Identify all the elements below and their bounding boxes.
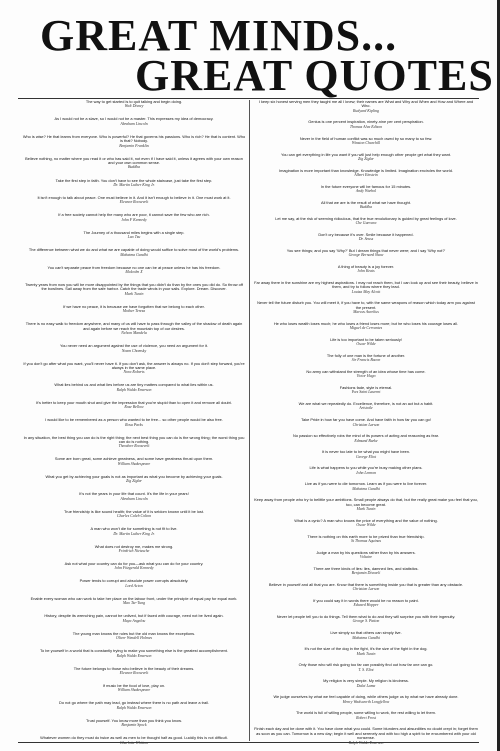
quote-author: Mahatma Gandhi	[120, 252, 148, 257]
quote-text: Don't cry because it's over. Smile because it happened.	[318, 231, 414, 237]
quote-item	[22, 562, 246, 571]
quote-author: Ralph Waldo Emerson	[116, 653, 152, 658]
quote-item	[254, 120, 478, 129]
quote-item	[254, 679, 478, 688]
quote-item	[22, 510, 246, 519]
quote-author: Abraham Lincoln	[120, 496, 148, 501]
quote-text: It's not the years in your life that count. It's the life in your years!	[79, 491, 189, 497]
quote-text: Far away there in the sunshine are my highest aspirations. I may not reach them, but I can look up and see their beauty, believe in them, and try to follow where they lead.	[254, 279, 478, 290]
quote-item	[22, 401, 246, 410]
quote-item	[254, 201, 478, 210]
quote-text: A man who won't die for something is not fit to live.	[90, 526, 178, 532]
quote-item	[254, 386, 478, 395]
quote-author: Christian Larson	[352, 587, 380, 592]
column-divider	[249, 100, 250, 741]
quote-author: Eleanor Roosevelt	[119, 200, 149, 205]
quote-item	[254, 233, 478, 242]
quote-author: Mother Teresa	[122, 309, 146, 314]
quote-item	[22, 649, 246, 658]
quote-text: In any situation, the best thing you can do is the right thing; the next best thing you can do is the wrong thing; the worst thing you can do is nothing.	[23, 434, 245, 445]
quote-item	[254, 418, 478, 427]
quote-text: There is nothing on this earth more to be prized than true friendship.	[307, 533, 425, 539]
quote-author: Charles Caleb Colton	[116, 514, 152, 519]
quote-item	[22, 266, 246, 275]
quote-author: Oscar Wilde	[356, 342, 376, 347]
quote-author: T. S. Eliot	[358, 667, 374, 672]
quote-text: The world is full of willing people, some willing to work, the rest willing to let them.	[296, 710, 436, 716]
quote-text: Judge a man by his questions rather than by his answers.	[316, 549, 416, 555]
quote-author: St Thomas Aquinas	[351, 539, 381, 544]
quote-text: You see things; and you say 'Why?' But I dream things that never were; and I say 'Why not?'	[286, 247, 446, 253]
quote-author: Nelson Mandela	[121, 331, 147, 336]
quote-item	[254, 100, 478, 113]
quote-item	[254, 450, 478, 459]
quote-item	[254, 498, 478, 511]
quote-text: A thing of beauty is a joy forever.	[337, 263, 395, 269]
quote-item	[22, 305, 246, 314]
quote-author: Friedrich Nietzsche	[118, 548, 150, 553]
quote-text: Only those who will risk going too far can possibly find out how far one can go.	[298, 662, 434, 668]
quote-text: Take Pride in how far you have come. And have faith in how far you can go!	[301, 417, 431, 423]
quote-author: Winston Churchill	[351, 140, 381, 145]
quote-author: Ralph Waldo Emerson	[348, 740, 384, 745]
quote-author: Rosa Parks	[125, 422, 143, 427]
quote-author: Eleanor Roosevelt	[119, 670, 149, 675]
top-divider	[18, 98, 479, 99]
quote-author: Mark Twain	[124, 291, 144, 296]
quote-text: You can get everything in life you want if you will just help enough other people get what they want.	[280, 151, 452, 157]
quote-text: The future belongs to those who believe in the beauty of their dreams.	[73, 665, 195, 671]
quote-text: Some are born great, some achieve greatness, and some have greatness thrust upon them.	[54, 456, 214, 462]
quote-author: Oscar Wilde	[356, 523, 376, 528]
quote-author: Ralph Waldo Emerson	[116, 387, 152, 392]
quote-item	[22, 736, 246, 745]
quote-text: As I would not be a slave, so I would not be a master. This expresses my idea of democracy.	[54, 116, 214, 122]
quote-item	[254, 301, 478, 314]
quote-item	[22, 436, 246, 449]
quote-text: The young man knows the rules but the old man knows the exceptions.	[72, 630, 196, 636]
quote-author: John F Kennedy	[121, 217, 147, 222]
right-quote-column	[254, 100, 478, 745]
quote-text: Never let people tell you to do things. Tell them what to do and they will surprise you with their ingenuity.	[276, 614, 456, 620]
quote-author: Mahatma Gandhi	[352, 635, 380, 640]
quote-author: Louisa May Alcott	[351, 289, 381, 294]
quote-text: I keep six honest serving men they taught me all I knew; their names are What and Why and When and How and Where and Who.	[258, 100, 474, 109]
quote-author: Mao Tse-Tung	[122, 601, 146, 606]
quote-author: Edward Hopper	[353, 603, 379, 608]
quote-item	[22, 527, 246, 536]
quote-text: History, despite its wrenching pain, cannot be unlived, but if faced with courage, need not be lived again.	[44, 613, 224, 619]
quote-text: It's better to keep your mouth shut and give the impression that you're stupid than to open it and remove all doubt.	[36, 399, 232, 405]
left-quote-column	[22, 100, 246, 745]
quote-text: What lies behind us and what lies before us are tiny matters compared to what lies within us.	[54, 382, 214, 388]
quote-item	[22, 667, 246, 676]
quote-item	[22, 248, 246, 257]
quote-author: Dr. Martin Luther King Jr.	[113, 531, 155, 536]
quote-author: William Shakespeare	[117, 688, 151, 693]
quote-author: Christian Larson	[352, 422, 380, 427]
quote-text: Never tell the future disturb you. You will meet it, if you have to, with the same weapons of reason which today arm you against the present.	[257, 300, 475, 310]
quote-author: Andy Warhol	[355, 189, 377, 194]
quote-text: Believe nothing, no matter where you read it or who has said it, not even if I have said it, unless it agrees with your own reason and your own common sense.	[25, 155, 243, 166]
quote-item	[22, 719, 246, 728]
quote-item	[22, 362, 246, 375]
quote-text: If music be the food of love, play on.	[102, 682, 166, 688]
poster-title-line2: GREAT QUOTES	[135, 51, 494, 100]
quote-author: Edmund Burke	[354, 438, 378, 443]
quote-item	[22, 492, 246, 501]
quote-item	[22, 579, 246, 588]
quote-text: Take the first step in faith. You don't have to see the whole staircase, just take the first step.	[55, 177, 213, 183]
quote-item	[22, 475, 246, 484]
quote-item	[254, 249, 478, 258]
quote-author: Miguel de Cervantes	[349, 326, 383, 331]
quote-item	[254, 583, 478, 592]
quote-author: Thomas Alva Edison	[349, 124, 383, 129]
quote-text: Ask not what your country can do for you—ask what you can do for your country.	[64, 560, 204, 566]
quote-author: Ralph Waldo Emerson	[116, 705, 152, 710]
quote-text: It's not the size of the dog in the fight, it's the size of the fight in the dog.	[304, 646, 428, 652]
quote-text: The Journey of a thousand miles begins with a single step.	[83, 229, 185, 235]
quote-item	[254, 265, 478, 274]
quote-text: Trust yourself. You know more than you think you know.	[86, 717, 182, 723]
quote-author: Aristotle	[359, 406, 373, 411]
quote-item	[22, 179, 246, 188]
quote-item	[22, 597, 246, 606]
quote-item	[22, 135, 246, 148]
quote-author: Robert Frost	[356, 715, 376, 720]
quote-author: John Lennon	[355, 470, 377, 475]
quote-item	[254, 217, 478, 226]
quote-author: Oliver Wendell Holmes	[115, 636, 153, 641]
quote-author: Buddha	[127, 165, 141, 170]
quote-item	[22, 231, 246, 240]
quote-author: Albert Einstein	[354, 173, 378, 177]
quote-item	[254, 535, 478, 544]
quote-author: John Keats	[357, 269, 375, 274]
quote-item	[254, 370, 478, 379]
quote-text: Who is wise? He that learns from everyone. Who is powerful? He that governs his passions. Who is rich? He that is content. Who is that? Nobody.	[22, 133, 246, 144]
quote-text: You can't separate peace from freedom because no one can be at peace unless he has his freedom.	[47, 264, 221, 270]
quote-author: Henry Wadsworth Longfellow	[342, 699, 390, 704]
quote-item	[254, 663, 478, 672]
quote-item	[254, 647, 478, 656]
quote-author: Rose Bellow	[124, 405, 144, 410]
quote-author: Abraham Lincoln	[120, 121, 148, 126]
quote-item	[22, 457, 246, 466]
quote-author: Mahatma Gandhi	[352, 486, 380, 491]
quote-text: Life is too important to be taken seriously!	[330, 336, 402, 342]
quote-item	[254, 711, 478, 720]
quote-author: Mark Twain	[356, 651, 376, 656]
quote-author: George Eliot	[355, 454, 377, 459]
quote-author: Lao Tzu	[127, 235, 141, 240]
quote-author: Maya Angelou	[122, 618, 146, 623]
quote-text: Imagination is more important than knowledge. Knowledge is limited. Imagination encircles the world.	[279, 167, 453, 173]
quote-author: Malcolm X	[125, 270, 143, 275]
quote-author: Che Guevara	[355, 221, 377, 226]
quote-text: True friendship is like sound health; the value of it is seldom known until it be lost.	[64, 508, 204, 514]
quote-item	[22, 418, 246, 427]
poster-title-line1: GREAT MINDS...	[40, 11, 398, 60]
quote-item	[22, 545, 246, 554]
quote-text: We judge ourselves by what we feel capable of doing, while others judge us by what we have already done.	[273, 694, 459, 700]
quote-item	[254, 185, 478, 194]
quote-item	[254, 567, 478, 576]
quote-text: Fashions fade, style is eternal.	[339, 385, 393, 391]
quote-text: If you don't go after what you want, you'll never have it. If you don't ask, the answer is always no. If you don't step forward, you're always in the same place.	[23, 360, 245, 370]
quote-item	[22, 157, 246, 170]
quote-item	[254, 599, 478, 608]
quote-author: William Shakespeare	[117, 461, 151, 466]
quote-item	[22, 344, 246, 353]
quote-author: Charlotte Whitton	[119, 740, 149, 745]
quote-text: Never in the field of human conflict was so much owed by so many to so few.	[299, 135, 433, 141]
quote-item	[254, 153, 478, 162]
quote-text: If a free society cannot help the many who are poor, it cannot save the few who are rich.	[58, 212, 210, 218]
quote-author: Dr. Seuss	[358, 237, 374, 242]
quote-author: Dalai Lama	[356, 683, 376, 688]
quote-item	[254, 434, 478, 443]
quote-item	[254, 137, 478, 146]
quote-text: Life is what happens to you while you're busy making other plans.	[309, 465, 423, 471]
quote-item	[22, 100, 246, 109]
quote-item	[254, 402, 478, 411]
quote-author: Benjamin Spock	[121, 723, 147, 728]
quote-item	[254, 466, 478, 475]
quote-text: Enable every woman who can work to take her place on the labour front, under the principle of equal pay for equal work.	[30, 595, 238, 601]
quote-author: Yves Saint Laurent	[351, 390, 381, 395]
quote-item	[22, 684, 246, 693]
quote-item	[254, 551, 478, 560]
quote-item	[254, 322, 478, 331]
quote-text: Twenty years from now you will be more disappointed by the things that you didn't do than by the ones you did do. So throw off the bowlines. Sail away from the safe harbor. Catch the trade winds in your sails. Explore. Dream. Discover.	[25, 282, 243, 292]
quote-text: My religion is very simple. My religion is kindness.	[323, 678, 409, 684]
quote-author: John Fitzgerald Kennedy	[114, 566, 154, 571]
quote-item	[254, 615, 478, 624]
quote-text: What you get by achieving your goals is not as important as what you become by achieving your goals.	[45, 473, 223, 479]
quote-author: Zig Ziglar	[358, 156, 374, 161]
quote-author: Dr. Martin Luther King Jr.	[113, 182, 155, 187]
quote-text: No army can withstand the strength of an idea whose time has come.	[306, 368, 426, 374]
quote-author: Marcus Aurelius	[353, 310, 379, 315]
quote-text: The way to get started is to quit talking and begin doing.	[85, 100, 183, 104]
quote-item	[254, 695, 478, 704]
quote-author: Mark Twain	[356, 507, 376, 512]
quote-author: Nora Roberts	[123, 370, 145, 375]
quote-text: If you could say it in words there would be no reason to paint.	[313, 598, 419, 604]
quote-item	[254, 727, 478, 744]
quote-text: Finish each day and be done with it. You have done what you could. Some blunders and absurdities no doubt crept in; forget them as soon as you can. Tomorrow is a new day; begin it well and serenely and with too high a spirit to be encumbered with your old nonsense.	[254, 726, 478, 741]
quote-text: What does not destroy me, makes me strong.	[94, 543, 174, 549]
quote-text: What is a cynic? A man who knows the price of everything and the value of nothing.	[294, 517, 438, 523]
quote-text: It isn't enough to talk about peace. One must believe in it. And it isn't enough to believe in it. One must work at it.	[37, 194, 231, 200]
quote-item	[254, 338, 478, 347]
quote-text: It is never too late to be what you might have been.	[321, 449, 411, 455]
quote-author: Walt Disney	[124, 104, 144, 109]
quote-text: Live as if you were to die tomorrow. Learn as if you were to live forever.	[304, 481, 428, 487]
quote-item	[22, 701, 246, 710]
quote-text: You never need an argument against the use of violence, you need an argument for it.	[59, 343, 209, 349]
quote-item	[22, 632, 246, 641]
quote-author: Theodore Roosevelt	[118, 444, 150, 449]
quote-item	[22, 283, 246, 296]
quote-author: Rudyard Kipling	[353, 108, 379, 113]
quote-item	[22, 614, 246, 623]
quote-item	[254, 169, 478, 178]
quote-text: Let me say, at the risk of seeming ridiculous, that the true revolutionary is guided by great feelings of love.	[275, 215, 457, 221]
quote-text: Power tends to corrupt and absolute power corrupts absolutely.	[79, 578, 189, 584]
quote-text: I would like to be remembered as a person who wanted to be free... so other people would be also free.	[45, 417, 223, 423]
quote-author: Sir Francis Bacon	[351, 358, 381, 363]
quote-author: George Bernard Shaw	[348, 253, 384, 258]
quote-author: George S. Patton	[352, 619, 380, 624]
quote-item	[22, 213, 246, 222]
quote-text: The difference between what we do and what we are capable of doing would suffice to solve most of the world's problems.	[28, 247, 240, 253]
quote-author: Buddha	[359, 205, 373, 210]
quote-author: Zig Ziglar	[126, 479, 142, 484]
quote-item	[254, 631, 478, 640]
quote-text: We are what we repeatedly do. Excellence, therefore, is not an act but a habit.	[298, 401, 434, 407]
quote-item	[22, 196, 246, 205]
quote-text: Live simply so that others can simply live.	[330, 630, 402, 636]
quote-text: Whatever women do they must do twice as well as men to be thought half as good. Luckily this is not difficult.	[40, 735, 228, 741]
quote-text: Believe in yourself and all that you are. Know that there is something inside you that is greater than any obstacle.	[268, 581, 464, 587]
quote-author: Lord Acton	[125, 583, 143, 588]
quote-item	[254, 482, 478, 491]
quote-text: Genius is one percent inspiration, ninety-nine per cent perspiration.	[308, 119, 424, 125]
quote-item	[22, 383, 246, 392]
quote-text: No passion so effectively robs the mind of its powers of acting and reasoning as fear.	[293, 433, 439, 439]
quote-text: There is no easy walk to freedom anywhere, and many of us will have to pass through the valley of the shadow of death again and again before we reach the mountain top of our desires.	[25, 321, 243, 331]
quote-text: Keep away from people who try to belittle your ambitions. Small people always do that, but the really great make you feel that you, too, can become great.	[254, 497, 478, 507]
quote-author: Benjamin Disraeli	[351, 571, 381, 576]
quote-text: The folly of one man is the fortune of another.	[326, 352, 406, 358]
quote-text: He who loses wealth loses much; he who loses a friend loses more; but he who loses his courage loses all.	[273, 320, 459, 326]
quote-item	[254, 354, 478, 363]
quote-item	[254, 281, 478, 294]
quote-text: In the future everyone will be famous for 15 minutes.	[320, 183, 412, 189]
quote-author: Voltaire	[359, 555, 373, 560]
quote-text: All that we are is the result of what we have thought.	[321, 199, 411, 205]
quote-author: Noam Chomsky	[121, 348, 147, 353]
quote-text: There are three kinds of lies: lies, damned lies, and statistics.	[313, 565, 419, 571]
quote-text: Do not go where the path may lead, go instead where there is no path and leave a trail.	[59, 700, 209, 706]
quote-item	[22, 117, 246, 126]
quote-text: If we have no peace, it is because we have forgotten that we belong to each other.	[63, 303, 205, 309]
quote-text: To be yourself in a world that is constantly trying to make you something else is the greatest accomplishment.	[40, 648, 228, 654]
quote-item	[254, 519, 478, 528]
quote-author: Benjamin Franklin	[119, 143, 149, 148]
quote-author: Victor Hugo	[356, 374, 376, 379]
quote-item	[22, 322, 246, 335]
